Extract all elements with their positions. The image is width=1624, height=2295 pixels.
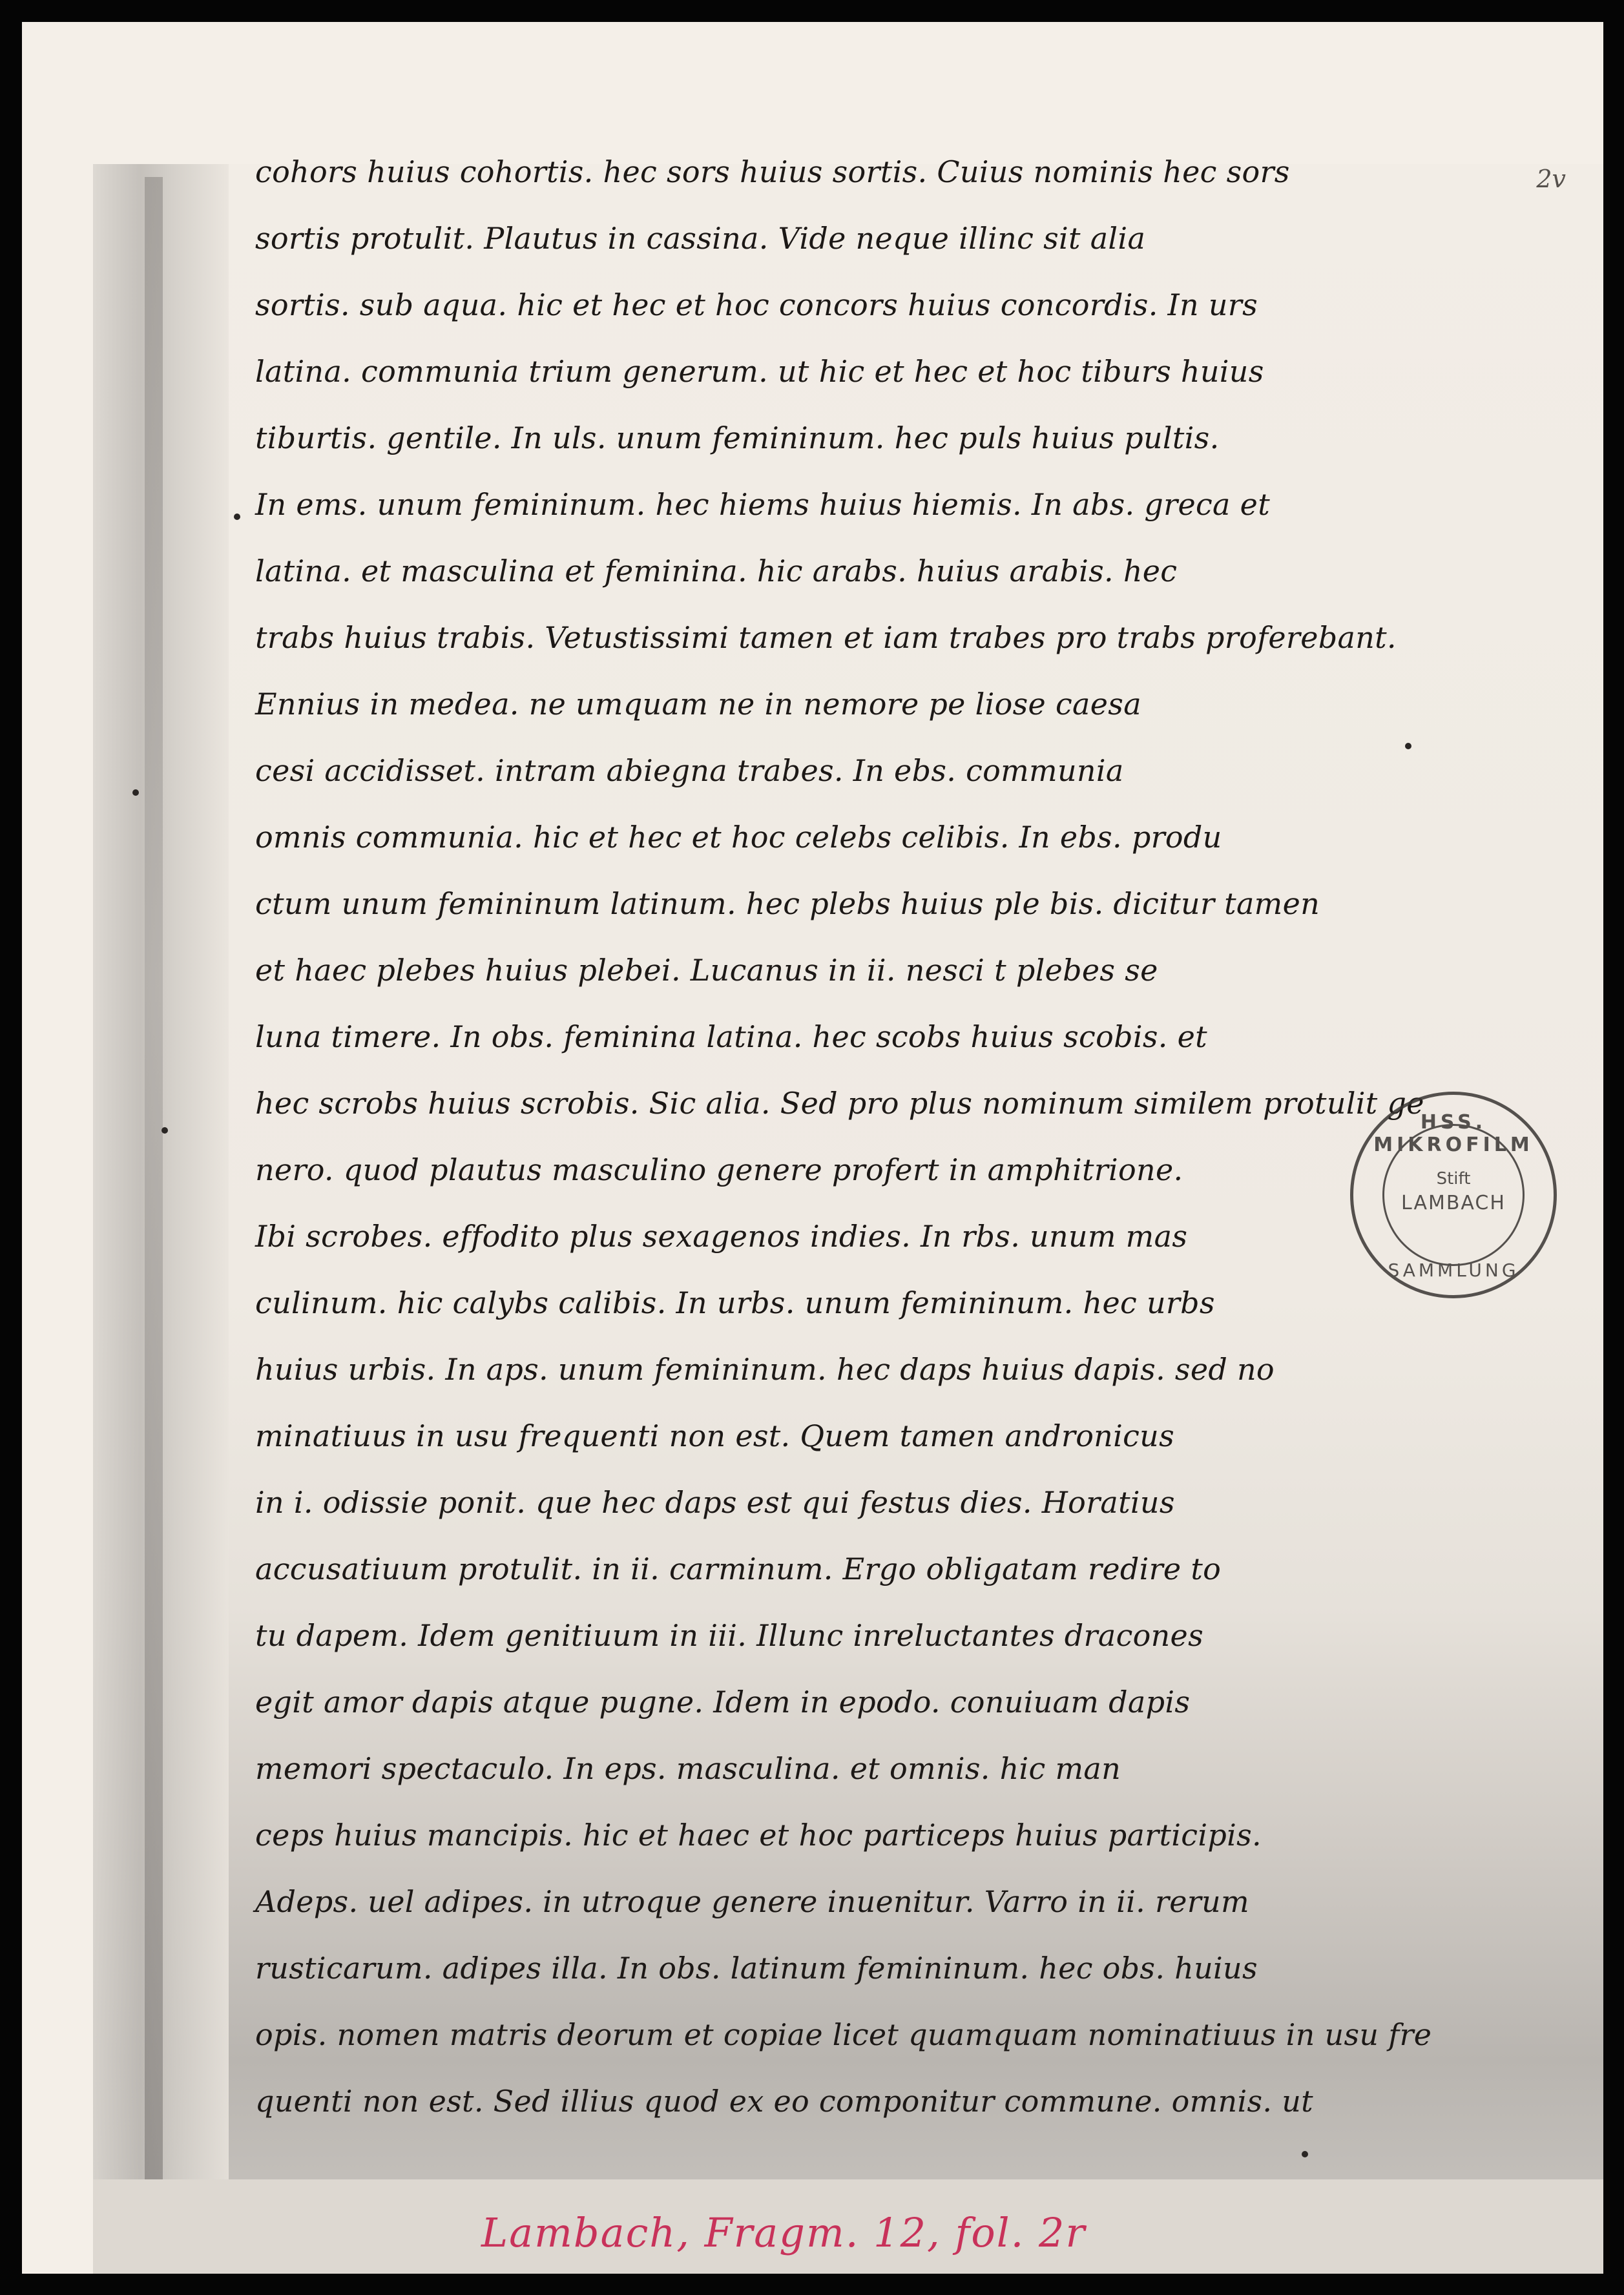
handwritten-caption: Lambach, Fragm. 12, fol. 2r [481,2209,1087,2256]
manuscript-line: trabs huius trabis. Vetustissimi tamen et iam trabes pro trabs proferebant. [255,620,1397,655]
manuscript-line: sortis. sub aqua. hic et hec et hoc concors huius concordis. In urs [255,287,1258,322]
ink-speck [1302,2151,1308,2157]
manuscript-line: huius urbis. In aps. unum femininum. hec daps huius dapis. sed no [255,1352,1275,1387]
manuscript-text [255,139,1432,2135]
ink-speck [234,514,240,520]
manuscript-line: cesi accidisset. intram abiegna trabes. In ebs. communia [255,753,1124,788]
manuscript-line: Adeps. uel adipes. in utroque genere inuenitur. Varro in ii. rerum [255,1884,1249,1919]
manuscript-line: sortis protulit. Plautus in cassina. Vide neque illinc sit alia [255,221,1146,256]
manuscript-line: Ennius in medea. ne umquam ne in nemore pe liose caesa [255,687,1141,722]
manuscript-line: nero. quod plautus masculino genere profert in amphitrione. [255,1152,1183,1187]
stamp-line-2: LAMBACH [1401,1192,1506,1214]
manuscript-line: latina. communia trium generum. ut hic et hec et hoc tiburs huius [255,354,1264,389]
manuscript-line: latina. et masculina et feminina. hic arabs. huius arabis. hec [255,554,1178,588]
manuscript-line: hec scrobs huius scrobis. Sic alia. Sed pro plus nominum similem protulit ge [255,1086,1424,1121]
manuscript-line: opis. nomen matris deorum et copiae licet quamquam nominatiuus in usu fre [255,2017,1432,2052]
manuscript-line: luna timere. In obs. feminina latina. hec scobs huius scobis. et [255,1019,1207,1054]
manuscript-line: minatiuus in usu frequenti non est. Quem tamen andronicus [255,1418,1175,1453]
manuscript-line: cohors huius cohortis. hec sors huius sortis. Cuius nominis hec sors [255,154,1290,189]
manuscript-line: ceps huius mancipis. hic et haec et hoc particeps huius participis. [255,1818,1262,1853]
manuscript-line: in i. odissie ponit. que hec daps est qui festus dies. Horatius [255,1485,1175,1520]
ink-speck [1405,743,1411,749]
folio-mark: 2v [1536,165,1566,193]
manuscript-line: ctum unum femininum latinum. hec plebs huius ple bis. dicitur tamen [255,886,1320,921]
ink-speck [161,1127,168,1134]
library-stamp [1350,1092,1557,1298]
manuscript-line: Ibi scrobes. effodito plus sexagenos indies. In rbs. unum mas [255,1219,1188,1254]
stamp-bottom-text: SAMMLUNG [1388,1260,1519,1281]
manuscript-line: omnis communia. hic et hec et hoc celebs celibis. In ebs. produ [255,820,1222,855]
stamp-line-1: Stift [1436,1169,1471,1189]
manuscript-line: culinum. hic calybs calibis. In urbs. unum femininum. hec urbs [255,1285,1215,1320]
manuscript-line: tiburtis. gentile. In uls. unum femininum. hec puls huius pultis. [255,421,1220,455]
stamp-top-text: HSS. MIKROFILM [1373,1111,1534,1156]
manuscript-line: tu dapem. Idem genitiuum in iii. Illunc inreluctantes dracones [255,1618,1203,1653]
binding-edge [145,177,163,2199]
manuscript-line: egit amor dapis atque pugne. Idem in epodo. conuiuam dapis [255,1685,1191,1719]
manuscript-line: quenti non est. Sed illius quod ex eo componitur commune. omnis. ut [255,2084,1313,2119]
manuscript-line: memori spectaculo. In eps. masculina. et omnis. hic man [255,1751,1121,1786]
manuscript-line: accusatiuum protulit. in ii. carminum. Ergo obligatam redire to [255,1552,1222,1586]
manuscript-line: In ems. unum femininum. hec hiems huius hiemis. In abs. greca et [255,487,1270,522]
manuscript-line: et haec plebes huius plebei. Lucanus in ii. nesci t plebes se [255,953,1158,988]
ink-speck [132,789,139,796]
manuscript-line: rusticarum. adipes illa. In obs. latinum femininum. hec obs. huius [255,1951,1258,1986]
